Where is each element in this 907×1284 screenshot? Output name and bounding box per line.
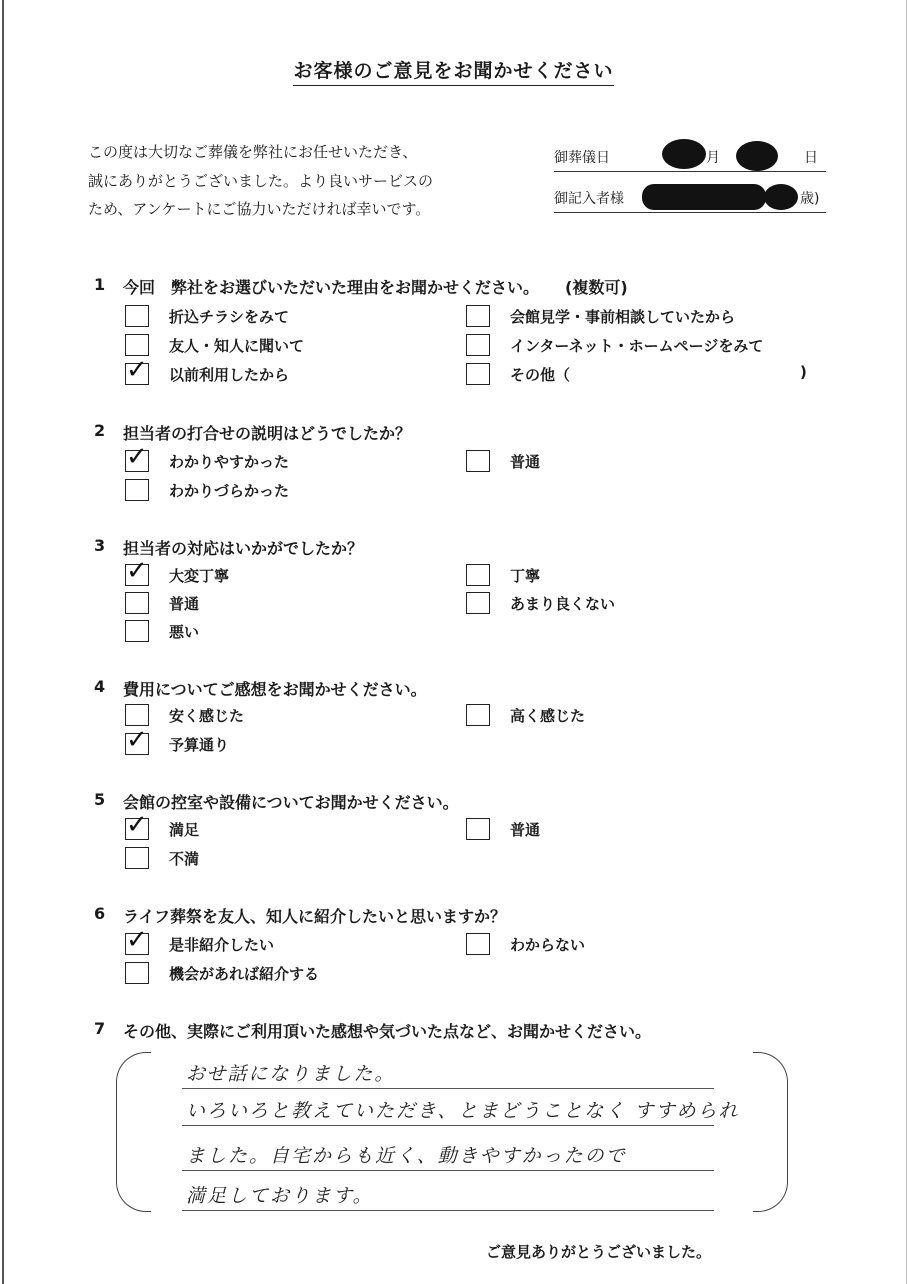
redaction-blot — [736, 141, 778, 171]
question-7-text: その他、実際にご利用頂いた感想や気づいた点など、お聞かせください。 — [123, 1022, 652, 1041]
checkbox[interactable] — [466, 933, 490, 955]
checkbox[interactable] — [466, 450, 490, 472]
checkbox[interactable] — [466, 564, 490, 586]
question-2-text: 担当者の打合せの説明はどうでしたか？ — [123, 424, 412, 443]
intro-text — [88, 138, 433, 224]
question-number: 4 — [94, 677, 106, 696]
checkbox[interactable] — [466, 334, 490, 356]
checkbox[interactable] — [466, 592, 490, 614]
checkbox[interactable] — [125, 305, 149, 327]
checkbox[interactable] — [125, 592, 149, 614]
checkbox[interactable] — [466, 704, 490, 726]
filler-label: 御記入者様 — [554, 191, 624, 207]
checkbox[interactable] — [466, 305, 490, 327]
redaction-blot — [642, 184, 766, 210]
handwritten-comment: ました。自宅からも近く、動きやすかったので — [186, 1145, 627, 1167]
comment-bracket-right — [753, 1052, 788, 1212]
handwritten-comment: 満足しております。 — [186, 1185, 374, 1207]
comment-line — [182, 1062, 714, 1089]
checkbox[interactable] — [466, 363, 490, 385]
checkbox[interactable] — [125, 334, 149, 356]
question-1-text: 今回 弊社をお選びいただいた理由をお聞かせください。 (複数可) — [123, 278, 628, 297]
check-mark-icon: ✓ — [126, 725, 148, 755]
checkbox[interactable] — [125, 620, 149, 642]
age-label: 歳) — [800, 191, 820, 207]
redaction-blot — [662, 139, 706, 169]
question-number: 6 — [94, 904, 106, 923]
intro-line: ため、アンケートにご協力いただければ幸いです。 — [88, 200, 431, 218]
other-close-paren: ) — [800, 363, 807, 381]
comment-bracket-left — [116, 1052, 151, 1212]
check-mark-icon: ✓ — [126, 556, 148, 586]
comment-line — [182, 1099, 740, 1126]
funeral-date-label: 御葬儀日 — [554, 150, 610, 166]
checkbox[interactable] — [125, 847, 149, 869]
question-number: 1 — [94, 275, 106, 294]
survey-title: お客様のご意見をお聞かせください — [0, 56, 907, 83]
funeral-date-field[interactable] — [554, 147, 826, 172]
comment-line — [182, 1144, 714, 1171]
check-mark-icon: ✓ — [126, 442, 148, 472]
check-mark-icon: ✓ — [126, 810, 148, 840]
checkbox[interactable] — [125, 479, 149, 501]
handwritten-comment: いろいろと教えていただき、とまどうことなく すすめられ — [186, 1100, 740, 1122]
question-number: 7 — [94, 1019, 106, 1038]
filler-name-field[interactable] — [554, 188, 826, 213]
redaction-blot — [764, 184, 798, 210]
intro-line: この度は大切なご葬儀を弊社にお任せいただき、 — [88, 143, 418, 161]
month-label: 月 — [706, 150, 720, 166]
check-mark-icon: ✓ — [126, 925, 148, 955]
question-5-text: 会館の控室や設備についてお聞かせください。 — [123, 793, 459, 812]
question-6-text: ライフ葬祭を友人、知人に紹介したいと思いますか？ — [123, 907, 507, 926]
handwritten-comment: おせ話になりました。 — [186, 1063, 396, 1085]
checkbox[interactable] — [125, 962, 149, 984]
checkbox[interactable] — [125, 704, 149, 726]
page-edge — [2, 0, 4, 1284]
question-number: 2 — [94, 421, 106, 440]
question-number: 5 — [94, 790, 106, 809]
checkbox[interactable] — [466, 818, 490, 840]
day-label: 日 — [804, 150, 818, 166]
question-4-text: 費用についてご感想をお聞かせください。 — [123, 680, 427, 699]
intro-line: 誠にありがとうございました。より良いサービスの — [88, 171, 434, 190]
question-3-text: 担当者の対応はいかがでしたか？ — [123, 539, 364, 558]
check-mark-icon: ✓ — [126, 355, 148, 385]
question-number: 3 — [94, 536, 106, 555]
comment-line — [182, 1184, 714, 1211]
thanks-text: ご意見ありがとうございました。 — [486, 1243, 712, 1261]
